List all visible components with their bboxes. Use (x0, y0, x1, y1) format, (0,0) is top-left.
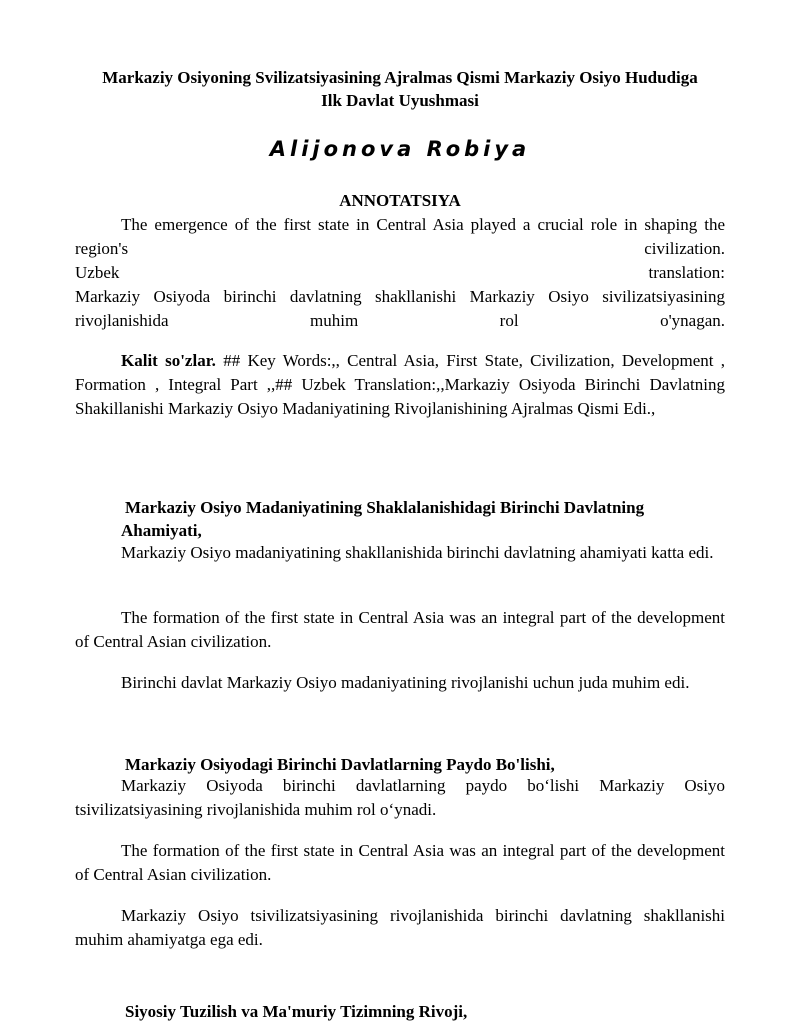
section-1-paragraph-3: Birinchi davlat Markaziy Osiyo madaniyatining rivojlanishi uchun juda muhim edi. (121, 673, 690, 692)
section-3-heading: Siyosiy Tuzilish va Ma'muriy Tizimning Rivoji, (125, 1002, 468, 1021)
keywords-paragraph (75, 349, 725, 421)
annotation-line-1: The emergence of the first state in Central Asia played a crucial role in shaping the (121, 215, 725, 234)
section-1-paragraph-1: Markaziy Osiyo madaniyatining shakllanishida birinchi davlatning ahamiyati katta edi. (121, 543, 714, 562)
keywords-text: ## Key Words:,, Central Asia, First State, Civilization, Development , Formation , Integral Part ,,## Uzbek Translation:,,Markaziy Osiyoda Birinchi Davlatning Shakillanishi Markaziy Osiyo Madaniyatining Rivojlanishining Ajralmas Qismi Edi., (75, 351, 725, 418)
section-2-heading: Markaziy Osiyodagi Birinchi Davlatlarning Paydo Bo'lishi, (125, 755, 555, 774)
title-line-1: Markaziy Osiyoning Svilizatsiyasining Ajralmas Qismi Markaziy Osiyo Hududiga (102, 68, 698, 87)
section-2-paragraph-3: Markaziy Osiyo tsivilizatsiyasining rivojlanishida birinchi davlatning shakllanishi muhim ahamiyatga ega edi. (75, 906, 725, 949)
annotation-paragraph (75, 213, 725, 333)
section-1-heading (121, 496, 725, 542)
annotation-line-3: Uzbek translation: (75, 263, 725, 282)
section-1-heading-line-1: Markaziy Osiyo Madaniyatining Shaklalanishidagi Birinchi Davlatning (125, 498, 645, 517)
author-name: Alijonova Robiya (269, 137, 531, 161)
document-title (75, 66, 725, 112)
section-1-paragraph-2: The formation of the first state in Central Asia was an integral part of the development of Central Asian civilization. (75, 608, 725, 651)
annotation-line-5: rivojlanishida muhim rol o'ynagan. (75, 311, 725, 330)
title-line-2: Ilk Davlat Uyushmasi (321, 91, 479, 110)
section-2-paragraph-1: Markaziy Osiyoda birinchi davlatlarning paydo bo‘lishi Markaziy Osiyo tsivilizatsiyasining rivojlanishida muhim rol o‘ynadi. (75, 776, 725, 819)
keywords-label: Kalit so'zlar. (121, 351, 216, 370)
section-1-heading-line-2: Ahamiyati, (121, 521, 202, 540)
section-2-paragraph-2: The formation of the first state in Central Asia was an integral part of the development of Central Asian civilization. (75, 841, 725, 884)
annotation-line-2: region's civilization. (75, 239, 725, 258)
annotation-line-4: Markaziy Osiyoda birinchi davlatning shakllanishi Markaziy Osiyo sivilizatsiyasining (75, 287, 725, 306)
annotation-heading: ANNOTATSIYA (339, 191, 461, 210)
